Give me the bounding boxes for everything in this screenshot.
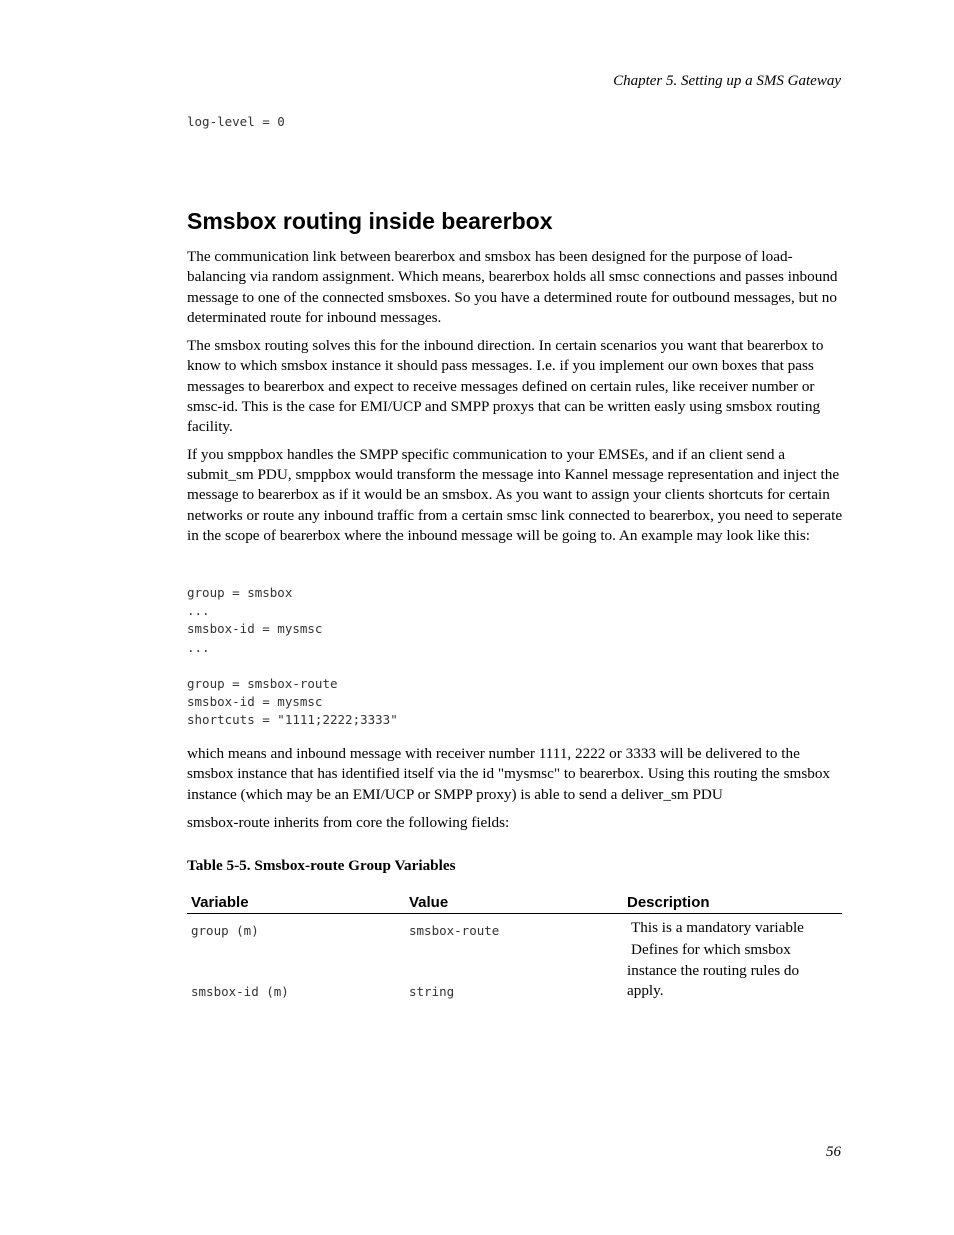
cell-description: Defines for which smsbox instance the routing rules do apply. <box>627 941 800 999</box>
table-row <box>187 914 842 939</box>
paragraph: smsbox-route inherits from core the following fields: <box>187 813 510 831</box>
page-number: 56 <box>826 1144 841 1160</box>
paragraph: If you smppbox handles the SMPP specific communication to your EMSEs, and if an client send a submit_sm PDU, smppbox would transform the message into Kannel message representation and inject the message to bearerbox as if it would be an smsbox. As you want to assign your clients shortcuts for certain networks or route any inbound traffic from a certain smsc link connected to bearerbox, you need to seperate in the scope of bearerbox where the inbound message will be going to. An example may look like this: <box>187 445 843 544</box>
variables-table <box>187 894 842 1001</box>
paragraph: which means and inbound message with receiver number 1111, 2222 or 3333 will be delivered to the smsbox instance that has identified itself via the id "mysmsc" to bearerbox. Using this routing the smsbox instance (which may be an EMI/UCP or SMPP proxy) is able to send a deliver_sm PDU <box>187 745 831 803</box>
code-snippet-log-level: log-level = 0 <box>187 114 285 129</box>
table-caption: Table 5-5. Smsbox-route Group Variables <box>187 857 456 874</box>
cell-value: smsbox-route <box>409 923 500 938</box>
column-header-description: Description <box>623 894 842 914</box>
column-header-value: Value <box>405 894 623 914</box>
paragraph: The communication link between bearerbox and smsbox has been designed for the purpose of load-balancing via random assignment. Which means, bearerbox holds all smsc connections and passes inbound message to one of the connected smsboxes. So you have a determined route for outbound messages, but no determinated route for inbound messages. <box>187 248 838 326</box>
section-title: Smsbox routing inside bearerbox <box>187 208 553 234</box>
cell-variable: group (m) <box>191 923 259 938</box>
section-body-after-code <box>187 744 843 833</box>
table-header-row <box>187 894 842 914</box>
cell-variable: smsbox-id (m) <box>191 984 289 1000</box>
table-row <box>187 938 842 1001</box>
column-header-variable: Variable <box>187 894 405 914</box>
running-header: Chapter 5. Setting up a SMS Gateway <box>613 73 841 89</box>
section-body <box>187 247 843 546</box>
paragraph: The smsbox routing solves this for the inbound direction. In certain scenarios you want that bearerbox to know to which smsbox instance it should pass messages. I.e. if you implement our own boxes that pass messages to bearerbox and expect to receive messages defined on certain rules, like receiver number or smsc-id. This is the case for EMI/UCP and SMPP proxys that can be written easly using smsbox routing facility. <box>187 337 824 436</box>
config-code-block: group = smsbox ... smsbox-id = mysmsc ... group = smsbox-route smsbox-id = mysmsc shortcuts = "1111;2222;3333" <box>187 585 398 728</box>
cell-value: string <box>409 984 455 1000</box>
cell-description: This is a mandatory variable <box>631 919 804 936</box>
